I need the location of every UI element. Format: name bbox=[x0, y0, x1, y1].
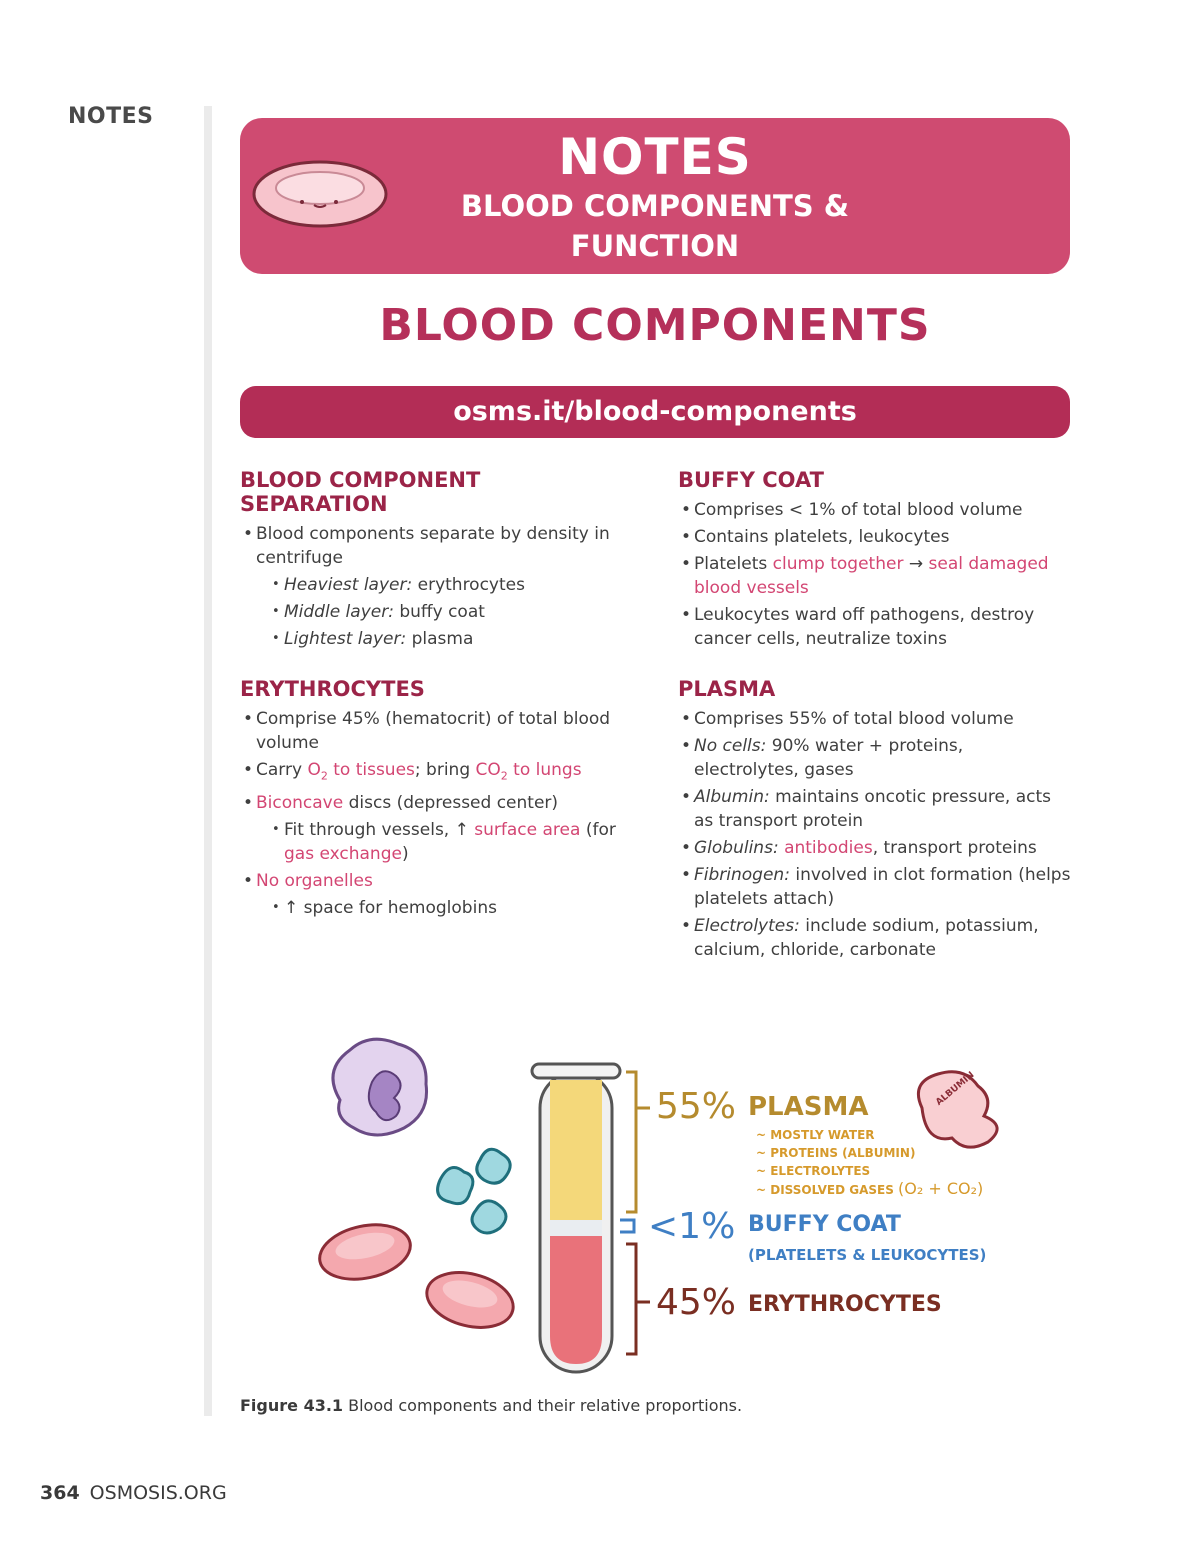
text: volume bbox=[256, 733, 319, 753]
text: electrolytes, gases bbox=[694, 760, 854, 780]
text: ) bbox=[401, 844, 409, 865]
text: (for bbox=[580, 820, 616, 841]
gases-text: (O₂ + CO₂) bbox=[898, 1179, 984, 1198]
label: No cells: bbox=[694, 736, 767, 756]
buffy-section bbox=[678, 468, 1078, 651]
text: ↑ space for hemoglobins bbox=[284, 898, 497, 919]
separation-section bbox=[240, 468, 630, 651]
list-item bbox=[678, 498, 1078, 522]
label: Lightest layer: bbox=[284, 629, 407, 649]
list-item bbox=[240, 896, 630, 920]
text: antibodies bbox=[778, 838, 873, 858]
label: Electrolytes: bbox=[694, 916, 800, 936]
list-item bbox=[678, 836, 1078, 860]
text: Comprises < 1% of total blood volume bbox=[694, 500, 1023, 520]
plasma-bracket bbox=[626, 1072, 636, 1212]
plasma-item-text: ~ DISSOLVED GASES bbox=[756, 1183, 894, 1197]
list-item bbox=[240, 600, 630, 624]
text: platelets attach) bbox=[694, 889, 835, 909]
caption-label: Figure 43.1 bbox=[240, 1396, 344, 1415]
text: Biconcave bbox=[256, 793, 344, 814]
text: surface area bbox=[474, 820, 581, 841]
buffy-heading: BUFFY COAT bbox=[678, 468, 824, 492]
text: erythrocytes bbox=[412, 575, 525, 595]
list-item bbox=[240, 707, 630, 755]
list-item bbox=[240, 818, 630, 866]
ery-percent: 45% bbox=[656, 1282, 737, 1323]
figure-illustration bbox=[310, 1020, 1030, 1380]
label: Globulins: bbox=[694, 838, 779, 858]
label: Middle layer: bbox=[284, 602, 394, 622]
leukocyte-icon bbox=[333, 1039, 427, 1135]
caption-text: Blood components and their relative proportions. bbox=[343, 1396, 743, 1415]
list-item bbox=[240, 791, 630, 815]
list-item bbox=[240, 758, 630, 788]
header-title: NOTES bbox=[558, 128, 752, 186]
text: , transport proteins bbox=[872, 838, 1037, 858]
header-subtitle-line1: BLOOD COMPONENTS & bbox=[460, 189, 850, 223]
list-item bbox=[678, 785, 1078, 833]
ery-bracket bbox=[626, 1244, 636, 1354]
section-title: BLOOD COMPONENTS bbox=[379, 300, 931, 351]
text: to tissues bbox=[327, 760, 415, 780]
text: include sodium, potassium, bbox=[799, 916, 1039, 936]
plasma-percent: 55% bbox=[656, 1086, 737, 1127]
separation-heading: BLOOD COMPONENT SEPARATION bbox=[240, 468, 481, 516]
list-item bbox=[678, 603, 1078, 651]
text: centrifuge bbox=[256, 548, 343, 568]
erythrocytes-heading: ERYTHROCYTES bbox=[240, 677, 425, 701]
page-number: 364 bbox=[40, 1482, 80, 1504]
text: Carry bbox=[256, 760, 308, 780]
text: involved in clot formation (helps bbox=[789, 865, 1071, 885]
list-item bbox=[240, 522, 630, 570]
buffy-bracket bbox=[620, 1220, 634, 1232]
right-column bbox=[678, 468, 1078, 988]
text: clump together bbox=[772, 554, 904, 574]
text: Contains platelets, leukocytes bbox=[694, 527, 950, 547]
text: 90% water + proteins, bbox=[766, 736, 964, 756]
text: ; bring bbox=[414, 760, 476, 780]
label: Fibrinogen: bbox=[694, 865, 790, 885]
text: blood vessels bbox=[694, 578, 809, 598]
figure-caption bbox=[240, 1396, 742, 1415]
list-item bbox=[678, 914, 1078, 962]
list-item bbox=[678, 552, 1078, 600]
text: Platelets bbox=[694, 554, 773, 574]
label: Albumin: bbox=[694, 787, 770, 807]
buffy-label: BUFFY COAT bbox=[748, 1212, 901, 1237]
text: 2 bbox=[320, 769, 328, 783]
text: maintains oncotic pressure, acts bbox=[769, 787, 1052, 807]
header-subtitle bbox=[415, 186, 895, 266]
text: to lungs bbox=[507, 760, 582, 780]
header-banner bbox=[240, 118, 1070, 274]
erythrocytes-section bbox=[240, 677, 630, 920]
side-notes-label: NOTES bbox=[68, 104, 154, 129]
buffy-percent: <1% bbox=[648, 1206, 736, 1247]
blood-components-figure bbox=[310, 1020, 1030, 1380]
plasma-item bbox=[756, 1180, 983, 1199]
text: buffy coat bbox=[393, 602, 485, 622]
plasma-heading: PLASMA bbox=[678, 677, 776, 701]
red-blood-cell-icon bbox=[315, 1217, 519, 1336]
text: Comprises 55% of total blood volume bbox=[694, 709, 1014, 729]
albumin-tag: ALBUMIN bbox=[934, 1070, 977, 1108]
left-column bbox=[240, 468, 630, 946]
list-item bbox=[678, 525, 1078, 549]
text: cancer cells, neutralize toxins bbox=[694, 629, 947, 649]
test-tube-icon bbox=[532, 1064, 620, 1372]
plasma-section bbox=[678, 677, 1078, 962]
text: Comprise 45% (hematocrit) of total blood bbox=[256, 709, 611, 729]
text: O bbox=[307, 760, 321, 780]
text: Leukocytes ward off pathogens, destroy bbox=[694, 605, 1035, 625]
text: seal damaged bbox=[928, 554, 1049, 574]
osmosis-link[interactable]: osms.it/blood-components bbox=[240, 386, 1070, 438]
list-item bbox=[240, 869, 630, 893]
plasma-items bbox=[756, 1126, 983, 1199]
text: → bbox=[903, 554, 929, 574]
plasma-item: ~ ELECTROLYTES bbox=[756, 1164, 871, 1178]
text: Blood components separate by density in bbox=[256, 524, 610, 544]
footer-site: OSMOSIS.ORG bbox=[89, 1482, 227, 1504]
list-item bbox=[678, 863, 1078, 911]
text: discs (depressed center) bbox=[343, 793, 559, 814]
text: Fit through vessels, ↑ bbox=[284, 820, 475, 841]
text: No organelles bbox=[256, 871, 373, 892]
ery-label: ERYTHROCYTES bbox=[748, 1292, 942, 1317]
side-bar bbox=[204, 106, 212, 1416]
page-footer bbox=[40, 1482, 227, 1504]
plasma-item: ~ MOSTLY WATER bbox=[756, 1128, 875, 1142]
list-item bbox=[678, 734, 1078, 782]
list-item bbox=[240, 573, 630, 597]
list-item bbox=[240, 627, 630, 651]
plasma-label: PLASMA bbox=[748, 1092, 869, 1122]
platelet-icon bbox=[438, 1149, 511, 1233]
text: plasma bbox=[406, 629, 474, 649]
text: CO bbox=[475, 760, 501, 780]
text: as transport protein bbox=[694, 811, 864, 831]
buffy-sublabel: (PLATELETS & LEUKOCYTES) bbox=[748, 1246, 987, 1264]
list-item bbox=[678, 707, 1078, 731]
header-subtitle-line2: FUNCTION bbox=[570, 229, 740, 263]
text: calcium, chloride, carbonate bbox=[694, 940, 936, 960]
plasma-item: ~ PROTEINS (ALBUMIN) bbox=[756, 1146, 916, 1160]
label: Heaviest layer: bbox=[284, 575, 413, 595]
text: gas exchange bbox=[284, 844, 402, 865]
text: 2 bbox=[500, 769, 508, 783]
